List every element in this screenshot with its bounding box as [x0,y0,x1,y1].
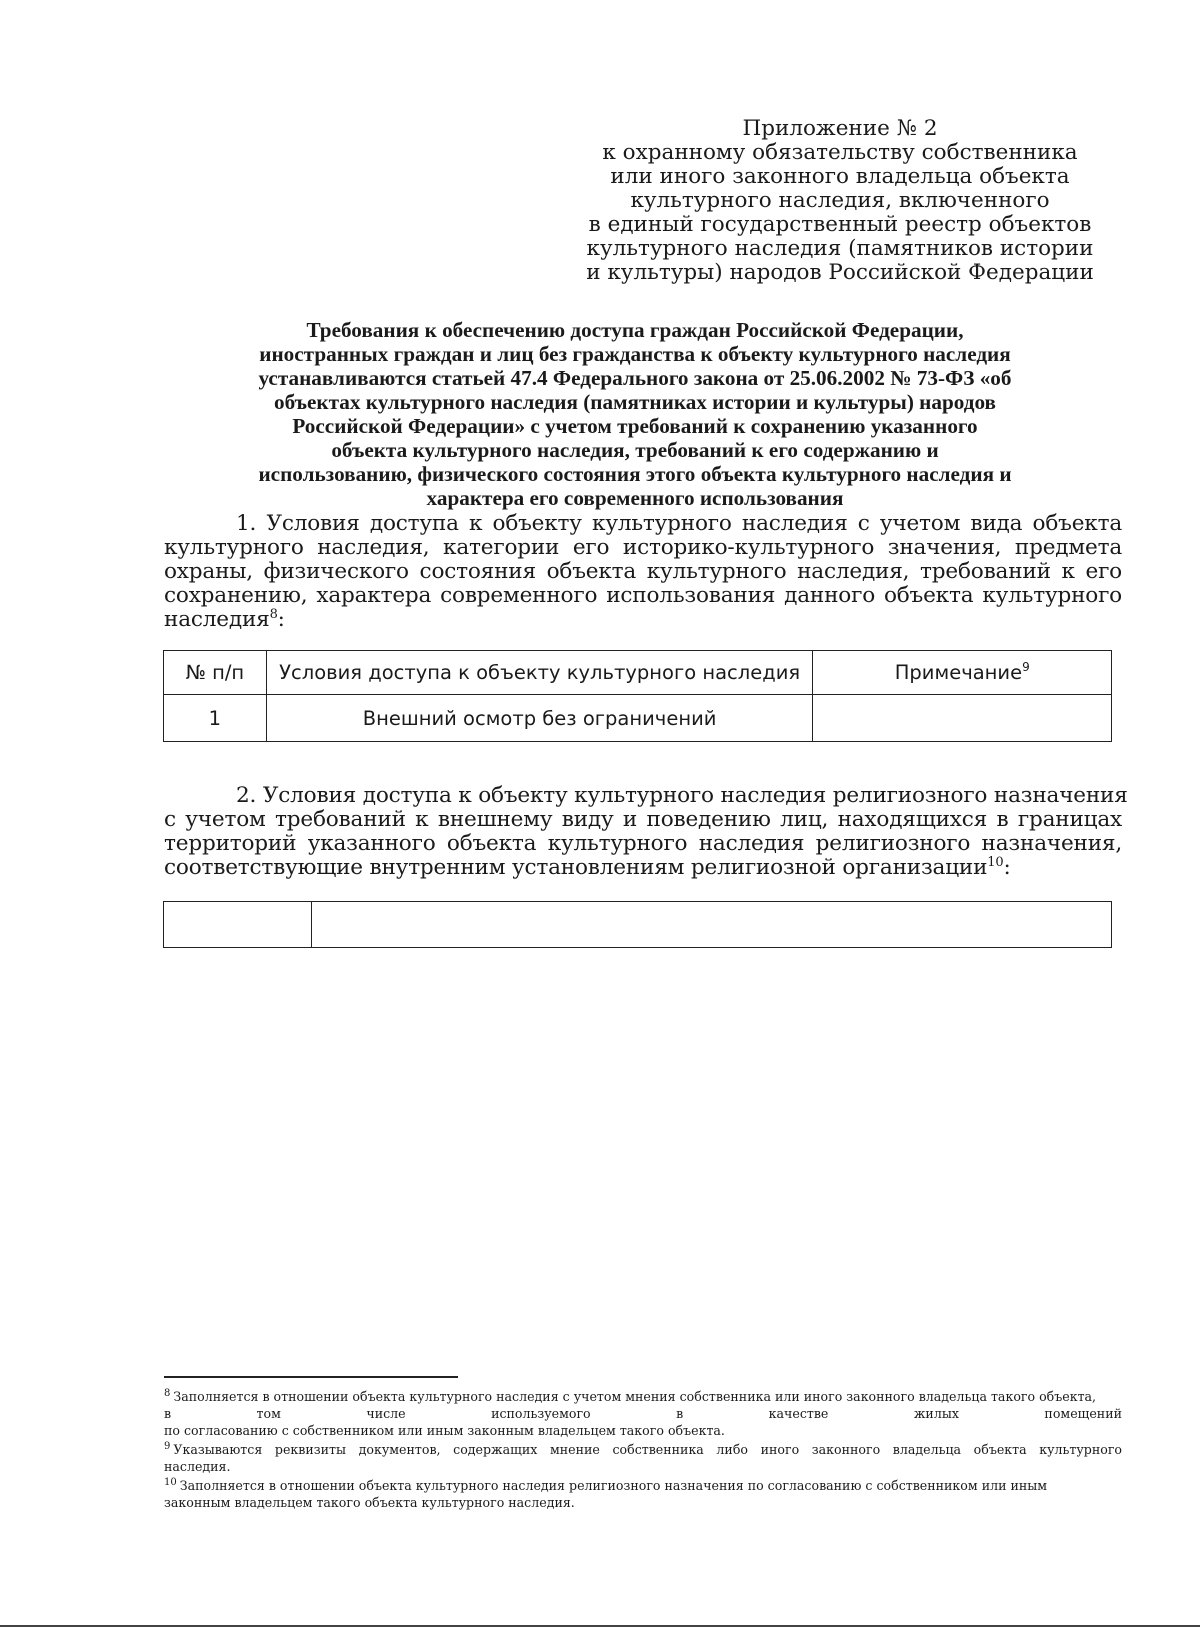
table-header-row [164,651,1112,695]
header-note-label: Примечание [894,661,1023,684]
paragraph-colon: : [277,607,285,632]
paragraph-colon: : [1003,855,1011,880]
footnote-text: Указываются реквизиты документов, содержащих мнение собственника либо иного законного владельца объекта культурного [173,1442,1122,1457]
footnote-text: Заполняется в отношении объекта культурного наследия с учетом мнения собственника или иного законного владельца такого объекта, [173,1389,1097,1404]
title-line: Российской Федерации» с учетом требований к сохранению указанного [292,414,978,438]
paragraph-line: охраны, физического состояния объекта культурного наследия, требований к его [164,559,1122,584]
appendix-line: в единый государственный реестр объектов [588,212,1092,237]
footnote-line: законным владельцем такого объекта культурного наследия. [164,1495,575,1510]
footnote-line: по согласованию с собственником или иным законным владельцем такого объекта. [164,1423,725,1438]
title-line: объектах культурного наследия (памятниках истории и культуры) народов [274,390,996,414]
footnote-mark: 8 [164,1388,171,1399]
title-line: Требования к обеспечению доступа граждан Российской Федерации, [306,318,964,342]
title-line: иностранных граждан и лиц без гражданства к объекту культурного наследия [259,342,1011,366]
paragraph-line: с учетом требований к внешнему виду и поведению лиц, находящихся в границах [164,807,1122,832]
footnote-8 [164,1388,1122,1439]
header-cell-note [813,651,1112,695]
appendix-header [580,117,1100,285]
access-conditions-table [163,650,1112,742]
footnote-mark: 10 [164,1477,177,1488]
appendix-line: к охранному обязательству собственника [602,140,1078,165]
footnote-line [164,1477,1122,1494]
paragraph-line: 1. Условия доступа к объекту культурного наследия с учетом вида объекта [236,511,1122,536]
paragraph-line: 2. Условия доступа к объекту культурного наследия религиозного назначения [236,783,1128,808]
footnote-ref-10[interactable]: 10 [987,855,1004,870]
header-cell-number: № п/п [164,651,267,695]
page-bottom-rule [0,1625,1200,1627]
row-conditions-cell: Внешний осмотр без ограничений [266,695,813,742]
document-title [150,318,1120,510]
empty-cell [312,902,1112,948]
footnote-line: в том числе используемого в качестве жилых помещений [164,1406,1122,1421]
section-1-paragraph [164,512,1122,632]
header-cell-conditions: Условия доступа к объекту культурного наследия [266,651,813,695]
title-line: устанавливаются статьей 47.4 Федерального закона от 25.06.2002 № 73-ФЗ «об [258,366,1012,390]
footnote-separator [164,1376,458,1378]
footnotes [164,1388,1122,1511]
table-row [164,695,1112,742]
paragraph-line: территорий указанного объекта культурного наследия религиозного назначения, [164,831,1122,856]
paragraph-line [164,608,1122,632]
paragraph-line [164,856,1122,880]
title-line: объекта культурного наследия, требований к его содержанию и [331,438,939,462]
appendix-line: культурного наследия, включенного [630,188,1050,213]
footnote-line [164,1441,1122,1458]
footnote-9 [164,1441,1122,1475]
footnote-mark: 9 [164,1441,171,1452]
footnote-ref-9[interactable]: 9 [1022,660,1030,674]
row-number-cell: 1 [164,695,267,742]
appendix-line: или иного законного владельца объекта [610,164,1070,189]
paragraph-line: культурного наследия, категории его историко-культурного значения, предмета [164,535,1122,560]
footnote-ref-8[interactable]: 8 [269,607,278,622]
footnote-line: наследия. [164,1459,231,1474]
title-line: использованию, физического состояния этого объекта культурного наследия и [258,462,1012,486]
empty-cell [164,902,312,948]
section-2-paragraph [164,783,1128,880]
appendix-line: культурного наследия (памятников истории [586,236,1094,261]
paragraph-text: наследия [164,607,270,632]
paragraph-line: сохранению, характера современного использования данного объекта культурного [164,583,1122,608]
footnote-line [164,1388,1122,1405]
footnote-text: Заполняется в отношении объекта культурного наследия религиозного назначения по согласованию с собственником или иным [179,1478,1048,1493]
appendix-number: Приложение № 2 [742,116,938,141]
appendix-line: и культуры) народов Российской Федерации [586,260,1094,285]
religious-conditions-table [163,901,1112,948]
footnote-10 [164,1477,1122,1511]
title-line: характера его современного использования [426,486,844,510]
table-row [164,902,1112,948]
row-note-cell [813,695,1112,742]
paragraph-text: соответствующие внутренним установлениям религиозной организации [164,855,988,880]
